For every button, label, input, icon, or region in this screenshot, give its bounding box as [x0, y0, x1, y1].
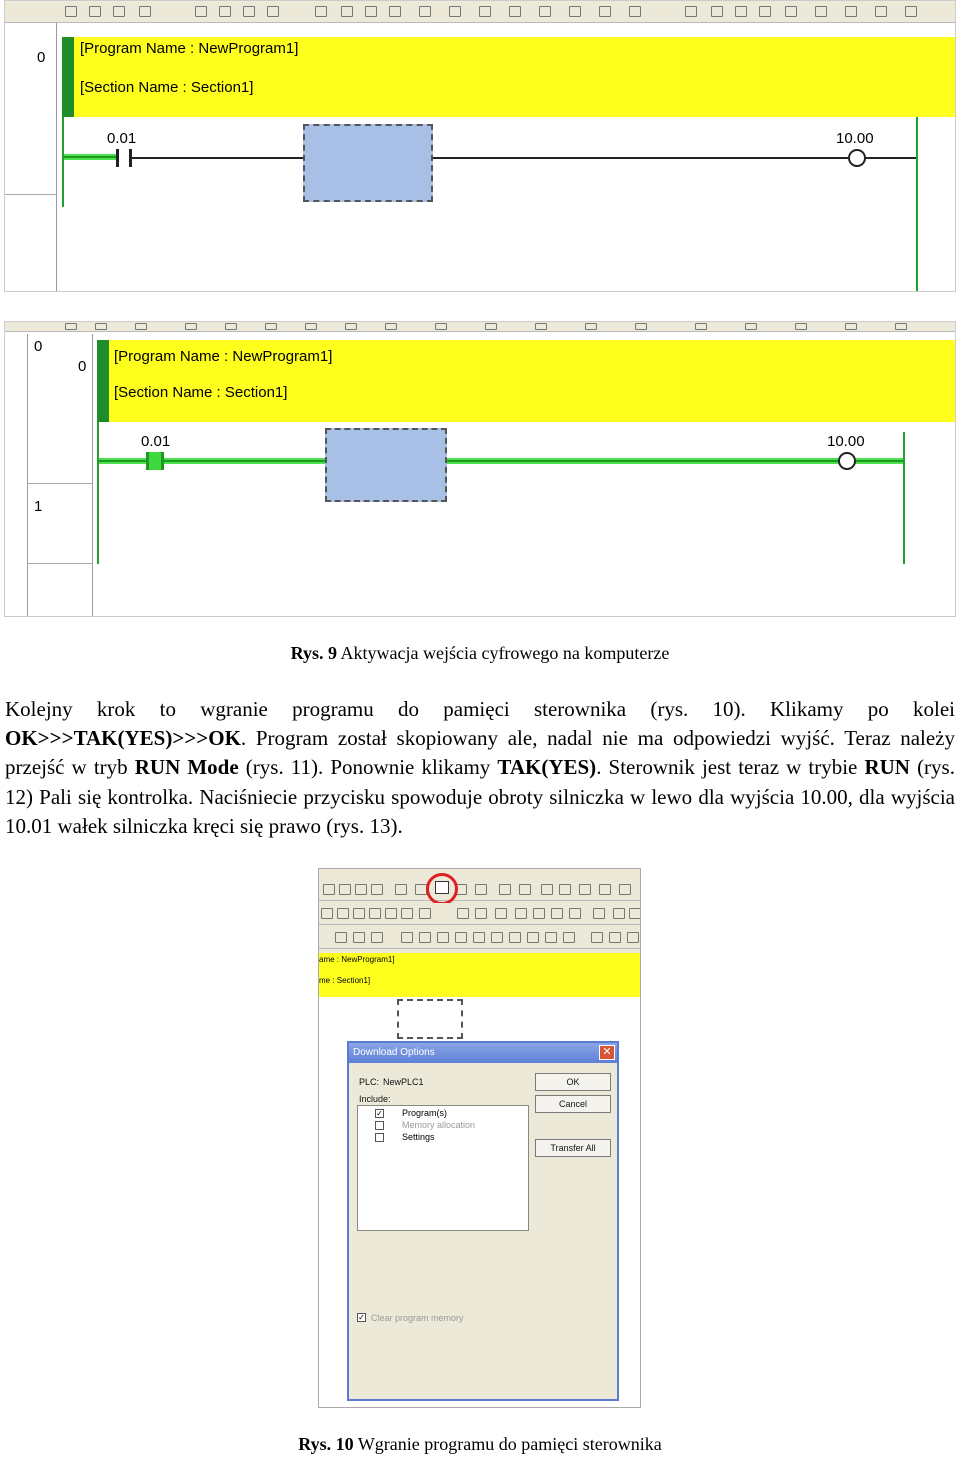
left-power-rail — [62, 117, 64, 207]
program-name: [Program Name : NewProgram1] — [114, 348, 333, 365]
checkbox-memory[interactable] — [375, 1121, 384, 1130]
body-paragraph: Kolejny krok to wgranie programu do pamięci sterownika (rys. 10). Klikamy po kolei OK>>>TAK(YES)>>>OK . Program został skopiowany ale, nadal nie ma odpowiedzi wyjść. Teraz należy przejść w tryb RUN Mode (rys. 11). Ponownie klikamy TAK(YES) . Sterownik jest teraz w trybie RUN (rys. 12) Pali się kontrolka. Naciśniecie przycisku spowoduje obroty silniczka w lewo dla wyjścia 10.00, dla wyjścia 10.01 wałek silniczka kręci się prawo (rys. 13). — [5, 697, 955, 838]
selection-cursor[interactable] — [397, 999, 463, 1039]
highlight-circle — [426, 873, 458, 905]
toolbar-row-3[interactable] — [319, 927, 640, 949]
figure-caption-10: Rys. 10 Wgranie programu do pamięci sterownika — [298, 1434, 662, 1454]
ok-button[interactable]: OK — [535, 1073, 611, 1091]
tree-item-memory: Memory allocation — [402, 1120, 476, 1130]
row-number: 0 — [5, 23, 56, 195]
rung-marker — [62, 37, 74, 117]
output-coil — [848, 149, 866, 167]
row-number: 1 — [28, 484, 92, 564]
program-header — [74, 37, 956, 117]
include-label: Include: — [359, 1094, 391, 1104]
energized-wire — [99, 458, 903, 464]
ladder-screenshot-mid — [4, 321, 956, 617]
toolbar-row-2[interactable] — [319, 903, 640, 925]
rung-wire — [132, 157, 848, 159]
dialog-title: Download Options — [349, 1043, 617, 1063]
figure-caption-9: Rys. 9 Aktywacja wejścia cyfrowego na komputerze — [290, 643, 670, 663]
right-power-rail — [903, 432, 905, 564]
coil-address: 10.00 — [836, 130, 874, 147]
program-header — [319, 953, 641, 997]
section-name: [Section Name : Section1] — [80, 79, 254, 96]
tree-item-settings: Settings — [402, 1132, 435, 1142]
plc-label: PLC: — [359, 1077, 380, 1087]
checkbox-programs[interactable]: ✓ — [376, 1109, 383, 1118]
selection-cursor[interactable] — [325, 428, 447, 502]
program-name: [Program Name : NewProgram1] — [80, 40, 299, 57]
clear-memory-label: Clear program memory — [371, 1313, 464, 1323]
plc-value: NewPLC1 — [383, 1077, 424, 1087]
program-header — [109, 340, 956, 422]
include-tree — [357, 1105, 529, 1231]
contact-left-bar — [116, 149, 119, 167]
left-power-rail — [97, 422, 99, 564]
cancel-button[interactable]: Cancel — [535, 1095, 611, 1113]
contact-address: 0.01 — [141, 433, 171, 450]
transfer-all-button[interactable]: Transfer All — [535, 1139, 611, 1157]
toolbar[interactable] — [5, 1, 955, 23]
output-coil — [838, 452, 856, 470]
energized-contact — [146, 452, 164, 470]
right-power-rail — [916, 117, 918, 292]
section-name: [Section Name : Section1] — [114, 384, 288, 401]
selection-cursor[interactable] — [303, 124, 433, 202]
clear-memory-checkbox[interactable]: ✓ — [358, 1313, 365, 1322]
download-screenshot — [318, 868, 641, 1408]
download-options-dialog — [347, 1041, 619, 1401]
section-name: me : Section1] — [319, 976, 371, 985]
row-number-column — [27, 334, 93, 617]
row-number: 0 0 — [28, 334, 92, 484]
checkbox-settings[interactable] — [375, 1133, 384, 1142]
ladder-screenshot-top — [4, 0, 956, 292]
close-icon[interactable]: ✕ — [599, 1045, 615, 1060]
row-number-column — [5, 23, 57, 292]
toolbar[interactable] — [5, 322, 955, 332]
rung-marker — [97, 340, 109, 422]
toolbar-row-1[interactable] — [319, 879, 640, 901]
tree-item-programs: Program(s) — [402, 1108, 448, 1118]
contact-address: 0.01 — [107, 130, 137, 147]
coil-address: 10.00 — [827, 433, 865, 450]
rung-wire-end — [866, 157, 916, 159]
program-name: ame : NewProgram1] — [319, 955, 395, 964]
energized-wire — [64, 154, 116, 160]
